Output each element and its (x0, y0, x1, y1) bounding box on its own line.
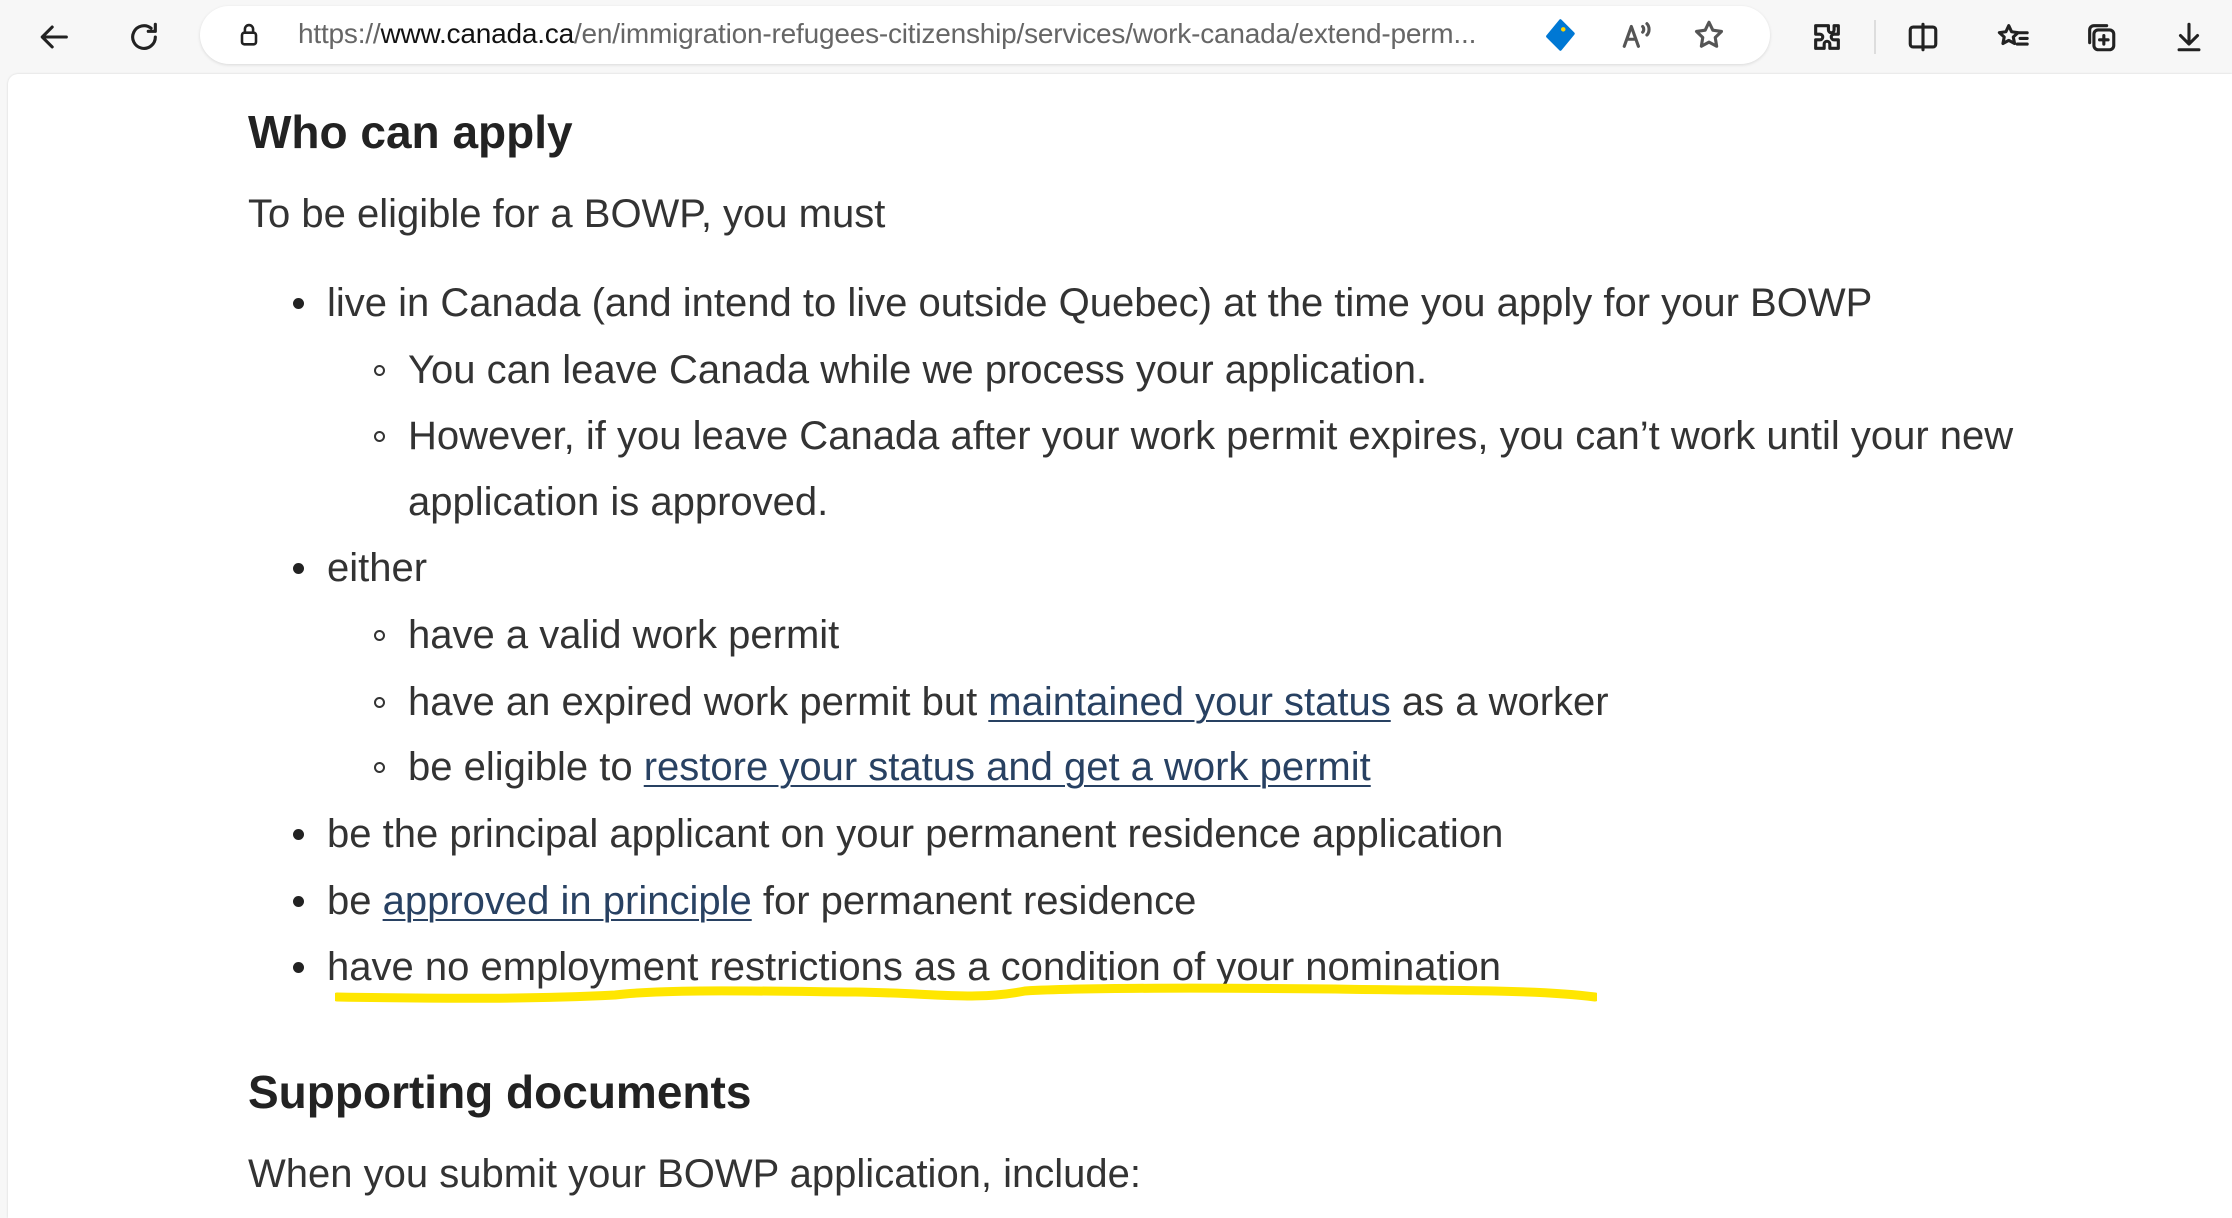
sub-bullet (374, 697, 385, 708)
sub-bullet (374, 365, 385, 376)
split-screen-icon[interactable] (1900, 14, 1946, 60)
yellow-highlight-annotation (335, 983, 1597, 1005)
list-item (408, 734, 1371, 800)
list-item: have a valid work permit (408, 613, 840, 657)
list-item: be the principal applicant on your permanent residence application (327, 812, 1504, 856)
heading-supporting-documents: Supporting documents (248, 1066, 752, 1118)
bullet (293, 298, 304, 309)
coupon-tag-icon[interactable] (1536, 12, 1582, 58)
list-item: either (327, 546, 428, 590)
url-path: /en/immigration-refugees-citizenship/services/work-canada/extend-perm... (573, 18, 1477, 49)
list-item-continued: application is approved. (408, 480, 829, 524)
text: as a worker (1390, 680, 1609, 724)
list-item (327, 868, 1196, 934)
extensions-icon[interactable] (1804, 14, 1850, 60)
text: be eligible to (408, 745, 644, 789)
collections-icon[interactable] (2078, 14, 2124, 60)
url-prefix: https:// (298, 18, 381, 49)
list-item-highlighted: have no employment restrictions as a condition of your nomination (327, 945, 1501, 989)
refresh-icon[interactable] (121, 14, 167, 60)
text: be (327, 879, 383, 923)
list-item: However, if you leave Canada after your work permit expires, you can’t work until your new (408, 414, 2014, 458)
bullet (293, 962, 304, 973)
read-aloud-icon[interactable] (1614, 12, 1660, 58)
bullet (293, 563, 304, 574)
bullet (293, 829, 304, 840)
favorite-star-icon[interactable] (1686, 12, 1732, 58)
favorites-icon[interactable] (1990, 14, 2036, 60)
intro-text: To be eligible for a BOWP, you must (248, 192, 886, 236)
browser-toolbar (0, 0, 2232, 74)
toolbar-separator (1874, 20, 1876, 54)
list-item: live in Canada (and intend to live outside Quebec) at the time you apply for your BOWP (327, 281, 1873, 325)
restore-status-link[interactable]: restore your status and get a work permit (643, 745, 1371, 789)
heading-who-can-apply: Who can apply (248, 106, 573, 158)
outro-text: When you submit your BOWP application, include: (248, 1152, 1142, 1196)
approved-in-principle-link[interactable]: approved in principle (382, 879, 752, 923)
address-bar[interactable] (200, 6, 1770, 64)
url-domain: www.canada.ca (380, 18, 574, 49)
sub-bullet (374, 762, 385, 773)
text: for permanent residence (751, 879, 1197, 923)
lock-icon[interactable] (226, 12, 272, 58)
back-icon[interactable] (32, 14, 78, 60)
maintained-your-status-link[interactable]: maintained your status (988, 680, 1391, 724)
list-item (408, 669, 1609, 735)
sub-bullet (374, 630, 385, 641)
sub-bullet (374, 431, 385, 442)
downloads-icon[interactable] (2166, 14, 2212, 60)
list-item: You can leave Canada while we process your application. (408, 348, 1428, 392)
text: have an expired work permit but (408, 680, 989, 724)
url-text[interactable] (298, 18, 1476, 50)
bullet (293, 896, 304, 907)
